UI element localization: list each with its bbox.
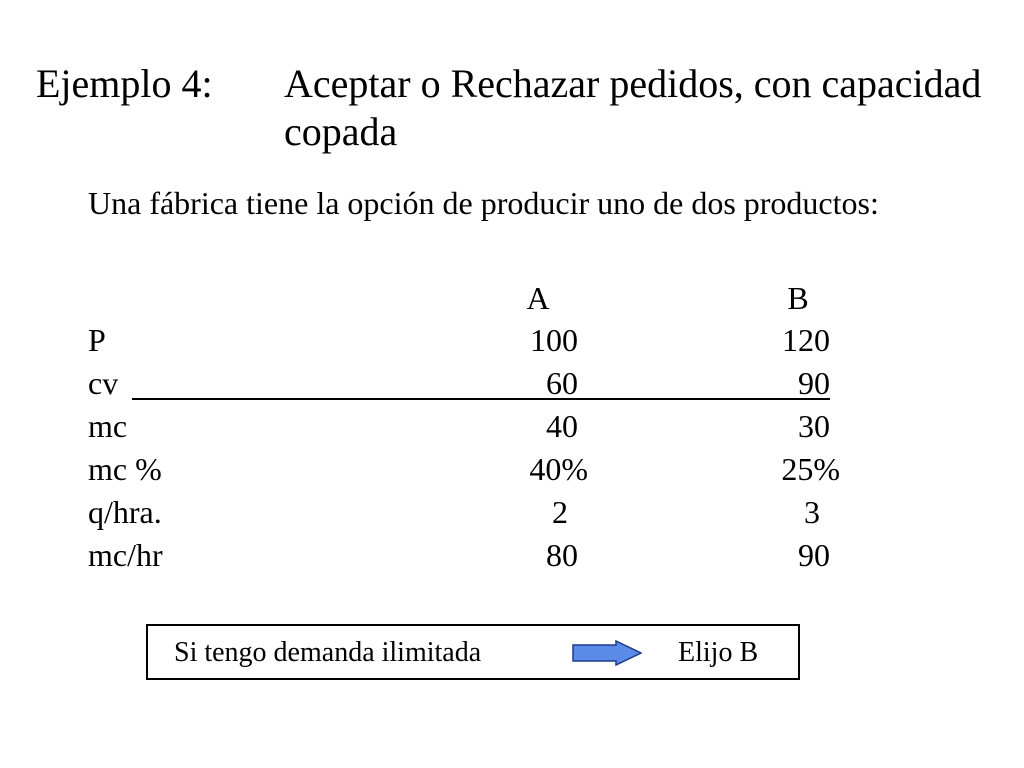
row-label: mc % — [88, 451, 162, 487]
conclusion-condition: Si tengo demanda ilimitada — [174, 637, 482, 668]
slide-title: Aceptar o Rechazar pedidos, con capacidad copada — [284, 61, 982, 154]
table-row — [88, 404, 848, 448]
arrow-right-icon — [572, 640, 642, 666]
conclusion-result: Elijo B — [678, 637, 759, 668]
intro-text: Una fábrica tiene la opción de producir uno de dos productos: — [88, 185, 879, 221]
value-b: 3 — [804, 494, 820, 530]
value-b: 25% — [781, 451, 840, 487]
value-a: 80 — [546, 537, 578, 573]
value-b: 90 — [798, 537, 830, 573]
value-b: 90 — [798, 365, 830, 401]
table-row — [88, 361, 848, 405]
value-a: 100 — [530, 322, 578, 358]
table-row — [88, 447, 848, 491]
conclusion-box — [146, 624, 800, 680]
value-b: 30 — [798, 408, 830, 444]
row-label: P — [88, 322, 106, 358]
value-a: 40 — [546, 408, 578, 444]
value-a: 2 — [552, 494, 568, 530]
header-a: A — [526, 280, 550, 316]
table-header — [88, 276, 848, 320]
row-label: cv — [88, 365, 119, 401]
header-b: B — [787, 280, 809, 316]
value-a: 60 — [546, 365, 578, 401]
table-row — [88, 318, 848, 362]
value-b: 120 — [782, 322, 830, 358]
table-row — [88, 533, 848, 577]
row-label: q/hra. — [88, 494, 162, 530]
value-a: 40% — [529, 451, 588, 487]
slide-label: Ejemplo 4: — [36, 61, 213, 106]
table-row — [88, 490, 848, 534]
row-label: mc — [88, 408, 128, 444]
row-label: mc/hr — [88, 537, 163, 573]
